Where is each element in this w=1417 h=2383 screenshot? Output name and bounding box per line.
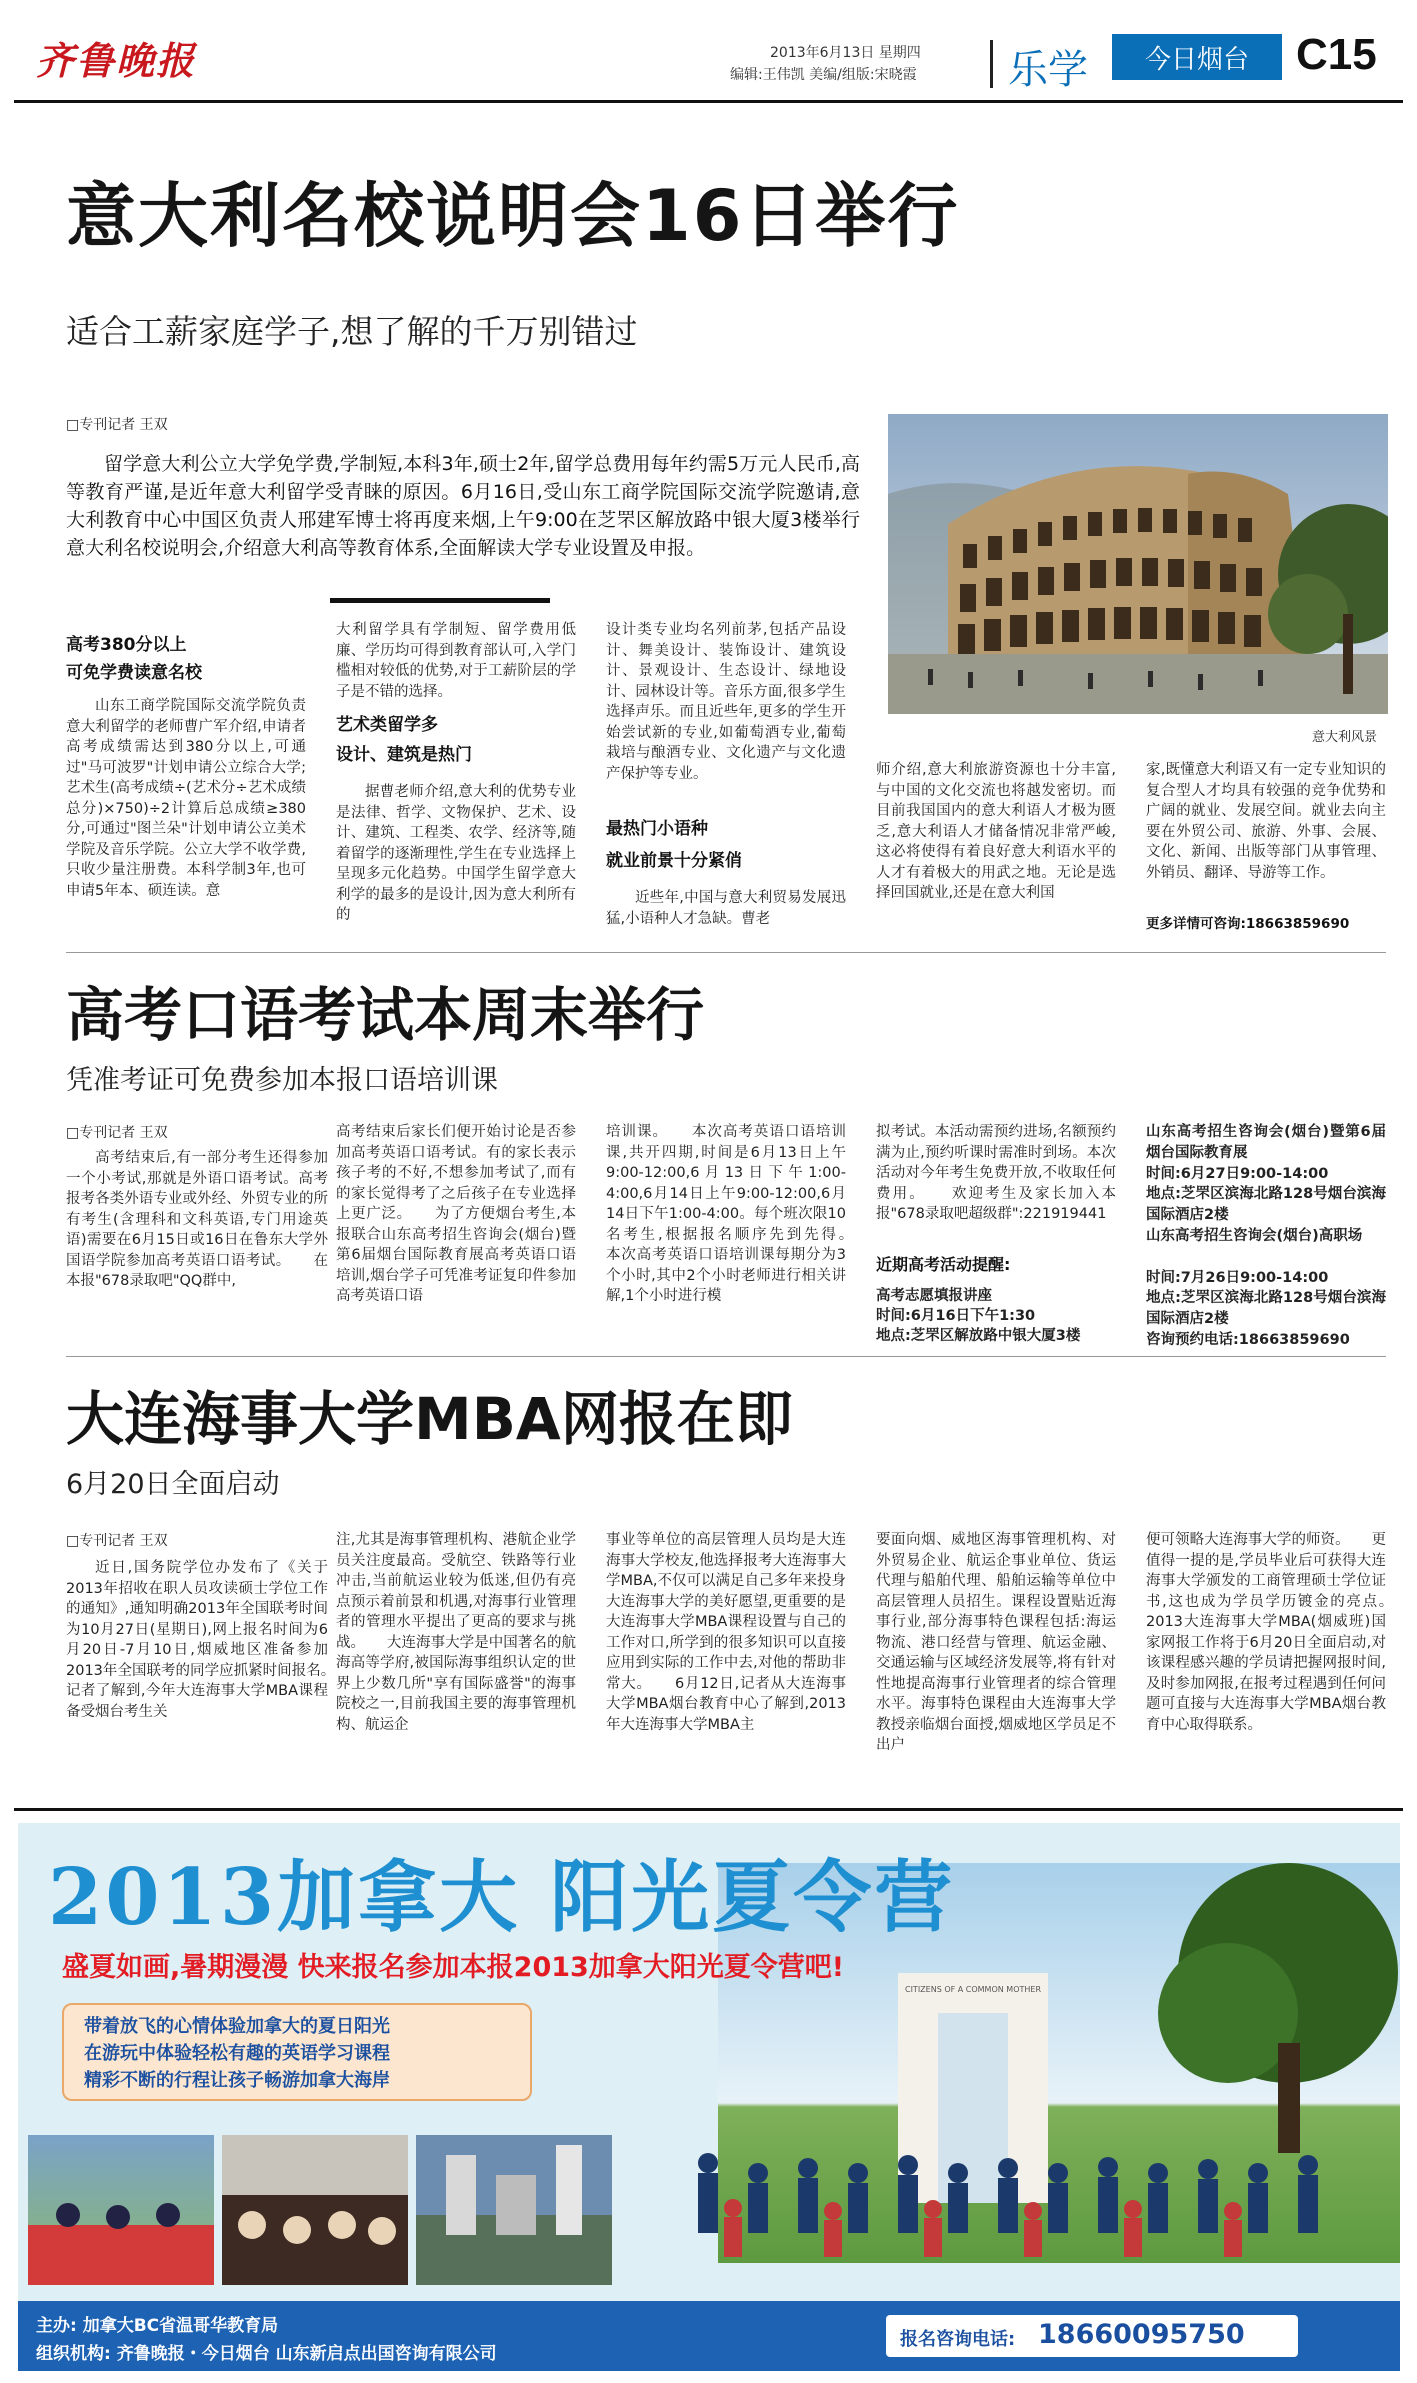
article1-subhead3b: 就业前景十分紧俏 <box>606 851 742 871</box>
article1-col5: 家,既懂意大利语又有一定专业知识的复合型人才均具有较强的竞争优势和广阔的就业、发展空间。就业去向主要在外贸公司、旅游、外事、会展、文化、新闻、出版等部门从事管理、外销员、翻译、导游等工作。 <box>1146 762 1386 881</box>
article2-event1-name: 山东高考招生咨询会(烟台)暨第6届烟台国际教育展 <box>1146 1124 1386 1161</box>
colosseum-photo <box>888 414 1388 714</box>
summer-camp-ad <box>18 1823 1400 2371</box>
article1-subhead3a: 最热门小语种 <box>606 819 708 839</box>
article1-col2a: 大利留学具有学制短、留学费用低廉、学历均可得到教育部认可,入学门槛相对较低的优势,对于工薪阶层的学子是不错的选择。 <box>336 622 576 700</box>
editor-credits: 编辑:王伟凯 美编/组版:宋晓霞 <box>730 67 917 83</box>
article3-col5: 便可领略大连海事大学的师资。 更值得一提的是,学员毕业后可获得大连海事大学颁发的工商管理硕士学位证书,这也成为学员学历镀金的亮点。 2013大连海事大学MBA(烟威班)国家网报工作将于6月20日全面启动,对该课程感兴趣的学员请把握网报时间,及时参加网报,在报考过程遇到任何问题可直接与大连海事大学MBA烟台教育中心取得联系。 <box>1146 1532 1386 1733</box>
section-separator <box>66 952 1386 953</box>
article1-contact: 更多详情可咨询:18663859690 <box>1146 916 1350 932</box>
article2-event-place: 地点:芝罘区解放路中银大厦3楼 <box>876 1328 1081 1344</box>
section-separator-2 <box>66 1356 1386 1357</box>
ad-footer-bar <box>18 2301 1400 2371</box>
section-name: 乐学 <box>1008 47 1088 93</box>
article1-byline: □专刊记者 王双 <box>66 417 168 433</box>
article2-byline: □专刊记者 王双 <box>66 1125 168 1141</box>
article3-col4: 要面向烟、威地区海事管理机构、对外贸易企业、航运企事业单位、货运代理与船舶代理、船舶运输等单位中高层管理人员招生。课程设置贴近海事行业,部分海事特色课程包括:海运物流、港口经营与管理、航运金融、交通运输与区域经济发展等,将有针对性地提高海事行业管理者的综合管理水平。海事特色课程由大连海事大学教授亲临烟台面授,烟威地区学员足不出户 <box>876 1532 1116 1753</box>
photo-caption: 意大利风景 <box>1312 730 1378 745</box>
ad-photo-classroom <box>222 2135 408 2285</box>
edition-badge: 今日烟台 <box>1112 34 1282 80</box>
article2-events-heading: 近期高考活动提醒: <box>876 1255 1011 1274</box>
ad-bullet-1: 带着放飞的心情体验加拿大的夏日阳光 <box>84 2016 390 2037</box>
article3-byline: □专刊记者 王双 <box>66 1533 168 1549</box>
article2-event2-place: 地点:芝罘区滨海北路128号烟台滨海国际酒店2楼 <box>1146 1290 1386 1327</box>
article1-col3b: 近些年,中国与意大利贸易发展迅猛,小语种人才急缺。曹老 <box>606 890 846 927</box>
article1-col3a: 设计类专业均名列前茅,包括产品设计、舞美设计、装饰设计、建筑设计、景观设计、生态设计、绿地设计、园林设计等。音乐方面,很多学生选择声乐。而且近些年,更多的学生开始尝试新的专业,如葡萄酒专业,葡萄栽培与酿酒专业、文化遗产与文化遗产保护等专业。 <box>606 622 846 782</box>
group-photo-people <box>668 2123 1388 2273</box>
article2-contact: 咨询预约电话:18663859690 <box>1146 1332 1350 1348</box>
article1-subhead1b: 可免学费读意名校 <box>66 663 202 683</box>
page-number: C15 <box>1296 30 1377 79</box>
article3-subtitle: 6月20日全面启动 <box>66 1469 280 1500</box>
newspaper-masthead: 齐鲁晚报 <box>36 38 197 83</box>
article2-subtitle: 凭准考证可免费参加本报口语培训课 <box>66 1065 498 1096</box>
article1-col4: 师介绍,意大利旅游资源也十分丰富,与中国的文化交流也将越发密切。而目前我国国内的意大利语人才极为匮乏,意大利语人才储备情况非常严峻,这必将使得有着良好意大利语水平的人才有着极大的用武之地。无论是选择回国就业,还是在意大利国 <box>876 762 1116 901</box>
article2-title: 高考口语考试本周末举行 <box>66 981 705 1049</box>
article1-subtitle: 适合工薪家庭学子,想了解的千万别错过 <box>66 312 638 351</box>
article2-col4: 拟考试。本活动需预约进场,名额预约满为止,预约听课时需准时到场。本次活动对今年考生免费开放,不收取任何费用。 欢迎考生及家长加入本报"678录取吧超级群":221919441 <box>876 1124 1116 1222</box>
ad-slogan: 盛夏如画,暑期漫漫 快来报名参加本报2013加拿大阳光夏令营吧! <box>62 1952 845 1983</box>
ad-highlights-box <box>62 2003 532 2101</box>
arch-inscription: CITIZENS OF A COMMON MOTHER <box>904 1985 1041 1994</box>
lead-underline <box>330 598 550 603</box>
article3-col1: 近日,国务院学位办发布了《关于2013年招收在职人员攻读硕士学位工作的通知》,通知明确2013年全国联考时间为10月27日(星期日),网上报名时间为6月20日-7月10日,烟威地区准备参加2013年全国联考的同学应抓紧时间报名。 记者了解到,今年大连海事大学MBA课程备受烟台考生关 <box>66 1560 328 1720</box>
article2-col1: 高考结束后,有一部分考生还得参加一个小考试,那就是外语口语考试。高考报考各类外语专业或外经、外贸专业的所有考生(含理科和文科英语,专门用途英语)需要在6月15日或16日在鲁东大学外国语学院参加高考英语口语考试。 在本报"678录取吧"QQ群中, <box>66 1150 328 1289</box>
article1-title: 意大利名校说明会16日举行 <box>66 175 960 257</box>
header-divider <box>990 40 993 88</box>
ad-photo-garden <box>28 2135 214 2285</box>
article1-col2b: 据曹老师介绍,意大利的优势专业是法律、哲学、文物保护、艺术、设计、建筑、工程类、农学、经济等,随着留学的逐渐理性,学生在专业选择上呈现多元化趋势。中国学生留学意大利学的最多的是设计,因为意大利所有的 <box>336 784 576 923</box>
ad-phone-label: 报名咨询电话: <box>900 2329 1016 2350</box>
article2-event1-time: 时间:6月27日9:00-14:00 <box>1146 1166 1329 1182</box>
article3-col2: 注,尤其是海事管理机构、港航企业学员关注度最高。受航空、铁路等行业冲击,当前航运业较为低迷,但仍有亮点预示着前景和机遇,对海事行业管理者的管理水平提出了更高的要求与挑战。 大连海事大学是中国著名的航海高等学府,被国际海事组织认定的世界上少数几所"享有国际盛誉"的海事院校之一,目前我国主要的海事管理机构、航运企 <box>336 1532 576 1733</box>
ad-tree-illustration <box>1138 1853 1398 2153</box>
ad-phone-number: 18660095750 <box>1038 2319 1245 2350</box>
issue-date: 2013年6月13日 星期四 <box>770 45 921 61</box>
article2-event2-time: 时间:7月26日9:00-14:00 <box>1146 1270 1329 1286</box>
ad-organizer: 组织机构: 齐鲁晚报・今日烟台 山东新启点出国咨询有限公司 <box>36 2344 497 2364</box>
ad-title: 2013加拿大 阳光夏令营 <box>48 1852 956 1943</box>
article1-lead: 留学意大利公立大学免学费,学制短,本科3年,硕士2年,留学总费用每年约需5万元人民币,高等教育严谨,是近年意大利留学受青睐的原因。6月16日,受山东工商学院国际交流学院邀请,意大利教育中心中国区负责人邢建军博士将再度来烟,上午9:00在芝罘区解放路中银大厦3楼举行意大利名校说明会,介绍意大利高等教育体系,全面解读大学专业设置及申报。 <box>66 453 860 559</box>
article1-subhead2a: 艺术类留学多 <box>336 715 438 735</box>
ad-bullet-2: 在游玩中体验轻松有趣的英语学习课程 <box>84 2043 390 2064</box>
header-rule <box>14 100 1403 103</box>
article2-event-name: 高考志愿填报讲座 <box>876 1288 992 1304</box>
article2-event-time: 时间:6月16日下午1:30 <box>876 1308 1036 1324</box>
article3-col3: 事业等单位的高层管理人员均是大连海事大学校友,他选择报考大连海事大学MBA,不仅可以满足自己多年来投身大连海事大学的美好愿望,更重要的是大连海事大学MBA课程设置与自己的工作对口,所学到的很多知识可以直接应用到实际的工作中去,对他的帮助非常大。 6月12日,记者从大连海事大学MBA烟台教育中心了解到,2013年大连海事大学MBA主 <box>606 1532 846 1733</box>
article1-subhead2b: 设计、建筑是热门 <box>336 745 472 765</box>
article2-event1-place: 地点:芝罘区滨海北路128号烟台滨海国际酒店2楼 <box>1146 1186 1386 1223</box>
article1-subhead1a: 高考380分以上 <box>66 635 187 655</box>
article2-col3: 培训课。 本次高考英语口语培训课,共开四期,时间是6月13日上午9:00-12:00,6月13日下午1:00-4:00,6月14日上午9:00-12:00,6月14日下午1:00-4:00。每个班次限10名考生,根据报名顺序先到先得。 本次高考英语口语培训课每期分为3个小时,其中2个小时老师进行相关讲解,1个小时进行模 <box>606 1124 846 1304</box>
article2-event2-name: 山东高考招生咨询会(烟台)高职场 <box>1146 1228 1363 1244</box>
ad-bullet-3: 精彩不断的行程让孩子畅游加拿大海岸 <box>84 2070 390 2091</box>
article2-col2: 高考结束后家长们便开始讨论是否参加高考英语口语考试。有的家长表示孩子考的不好,不想参加考试了,而有的家长觉得考了之后孩子在专业选择上更广泛。 为了方便烟台考生,本报联合山东高考招生咨询会(烟台)暨第6届烟台国际教育展高考英语口语培训,烟台学子可凭准考证复印件参加高考英语口语 <box>336 1124 576 1304</box>
ad-top-rule <box>14 1808 1403 1811</box>
ad-phone-box <box>886 2315 1298 2357</box>
article3-title: 大连海事大学MBA网报在即 <box>66 1385 793 1453</box>
article1-col1: 山东工商学院国际交流学院负责意大利留学的老师曹广军介绍,申请者高考成绩需达到380分以上,可通过"马可波罗"计划申请公立综合大学;艺术生(高考成绩÷(艺术分÷艺术成绩总分)×750)÷2计算后总成绩≥380分,可通过"图兰朵"计划申请公立美术学院及音乐学院。公立大学不收学费,只收少量注册费。本科学制3年,也可申请5年本、硕连读。意 <box>66 698 306 899</box>
ad-photo-city <box>416 2135 612 2285</box>
ad-sponsor: 主办: 加拿大BC省温哥华教育局 <box>36 2316 279 2336</box>
